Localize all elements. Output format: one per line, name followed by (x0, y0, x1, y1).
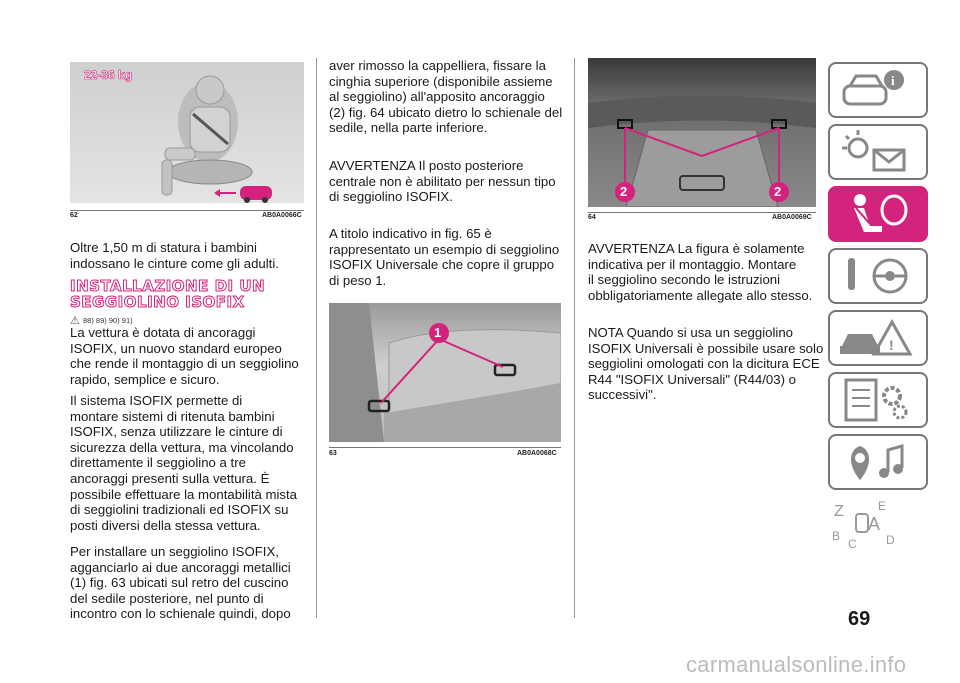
figure-number: 64 (588, 214, 596, 221)
paragraph: AVVERTENZA Il posto posteriore centrale non è abilitato per nessun tipo di seggiolino ISOFIX. (329, 158, 556, 205)
child-seat-illustration (70, 62, 304, 203)
paragraph: Per installare un seggiolino ISOFIX, agganciarlo ai due ancoraggi metallici (1) fig. 63 ubicati sul retro del cuscino del sedile posteriore, nel punto di incontro con lo schienale quindi, dopo (70, 544, 291, 622)
svg-text:!: ! (889, 337, 894, 353)
figure-63-isofix-anchorages (329, 303, 561, 442)
svg-text:A: A (868, 514, 881, 534)
sidebar-tab-lights-messages[interactable] (828, 124, 928, 180)
figure-rule (588, 212, 816, 213)
svg-text:B: B (832, 529, 841, 543)
section-heading: INSTALLAZIONE DI UN SEGGIOLINO ISOFIX (70, 277, 266, 311)
figure-code: AB0A0069C (772, 214, 812, 221)
figure-rule (329, 447, 561, 448)
figure-code: AB0A0068C (517, 450, 557, 457)
car-crash-icon (830, 312, 926, 364)
svg-text:i: i (891, 73, 895, 88)
figure-64-top-tether-anchorages (588, 58, 816, 207)
weight-group-badge: 22-36 kg (84, 68, 133, 82)
figure-rule (70, 210, 304, 211)
index-alphabet-icon (828, 496, 928, 552)
figure-number: 63 (329, 450, 337, 457)
page-number: 69 (848, 608, 871, 630)
callout-marker: 1 (434, 325, 442, 340)
sidebar-tab-car-info[interactable] (828, 62, 928, 118)
paragraph: AVVERTENZA La figura è solamente indicativa per il montaggio. Montare il seggiolino secondo le istruzioni obbligatoriamente allegate allo stesso. (588, 241, 813, 303)
svg-text:Z: Z (834, 503, 844, 520)
sidebar-tab-index[interactable] (828, 496, 928, 554)
seat-airbag-icon (830, 188, 926, 240)
car-info-icon (830, 64, 926, 116)
paragraph: NOTA Quando si usa un seggiolino ISOFIX Universali è possibile usare solo seggiolini omologati con la dicitura ECE R44 "ISOFIX Universali" (R44/03) o successivi". (588, 325, 824, 403)
paragraph: aver rimosso la cappelliera, fissare la cinghia superiore (disponibile assieme al seggiolino) all'apposito ancoraggio (2) fig. 64 ubicato dietro lo schienale del sedile, nella parte inferiore. (329, 58, 563, 136)
sidebar-tab-multimedia[interactable] (828, 434, 928, 490)
svg-text:C: C (848, 537, 857, 551)
sidebar-tab-emergency[interactable] (828, 310, 928, 366)
navigation-music-icon (830, 436, 926, 488)
figure-number: 62 (70, 212, 78, 219)
sidebar-tab-maintenance[interactable] (828, 372, 928, 428)
warning-icon: ⚠ (70, 315, 80, 327)
seat-cushion-illustration (329, 303, 561, 442)
lights-message-icon (830, 126, 926, 178)
warning-references: 88) 89) 90) 91) (83, 316, 133, 325)
paragraph: La vettura è dotata di ancoraggi ISOFIX, un nuovo standard europeo che rende il montaggio di un seggiolino rapido, semplice e sicuro. (70, 325, 299, 387)
paragraph: A titolo indicativo in fig. 65 è rappresentato un esempio di seggiolino ISOFIX Universale che copre il gruppo di peso 1. (329, 226, 560, 288)
paragraph: Il sistema ISOFIX permette di montare sistemi di ritenuta bambini ISOFIX, senza utilizzare le cinture di sicurezza della vettura, ma vincolando direttamente il seggiolino a tre ancoraggi presenti sulla vettura. È possibile effettuare la montabilità mista di seggiolini tradizionali ed ISOFIX su posti diversi della stessa vettura. (70, 393, 297, 533)
callout-marker-left: 2 (620, 184, 628, 199)
svg-text:D: D (886, 533, 895, 547)
sidebar-tab-starting-driving[interactable] (828, 248, 928, 304)
figure-code: AB0A0066C (262, 212, 302, 219)
key-steering-wheel-icon (830, 250, 926, 302)
column-divider (316, 58, 317, 618)
intro-paragraph: Oltre 1,50 m di statura i bambini indossano le cinture come gli adulti. (70, 240, 279, 271)
sidebar-tab-safety[interactable] (828, 186, 928, 242)
callout-marker-right: 2 (774, 184, 782, 199)
footer-watermark[interactable]: carmanualsonline.info (686, 652, 907, 677)
figure-62-child-booster-seat (70, 62, 304, 203)
maintenance-settings-icon (830, 374, 926, 426)
svg-text:E: E (878, 499, 887, 513)
column-divider (574, 58, 575, 618)
